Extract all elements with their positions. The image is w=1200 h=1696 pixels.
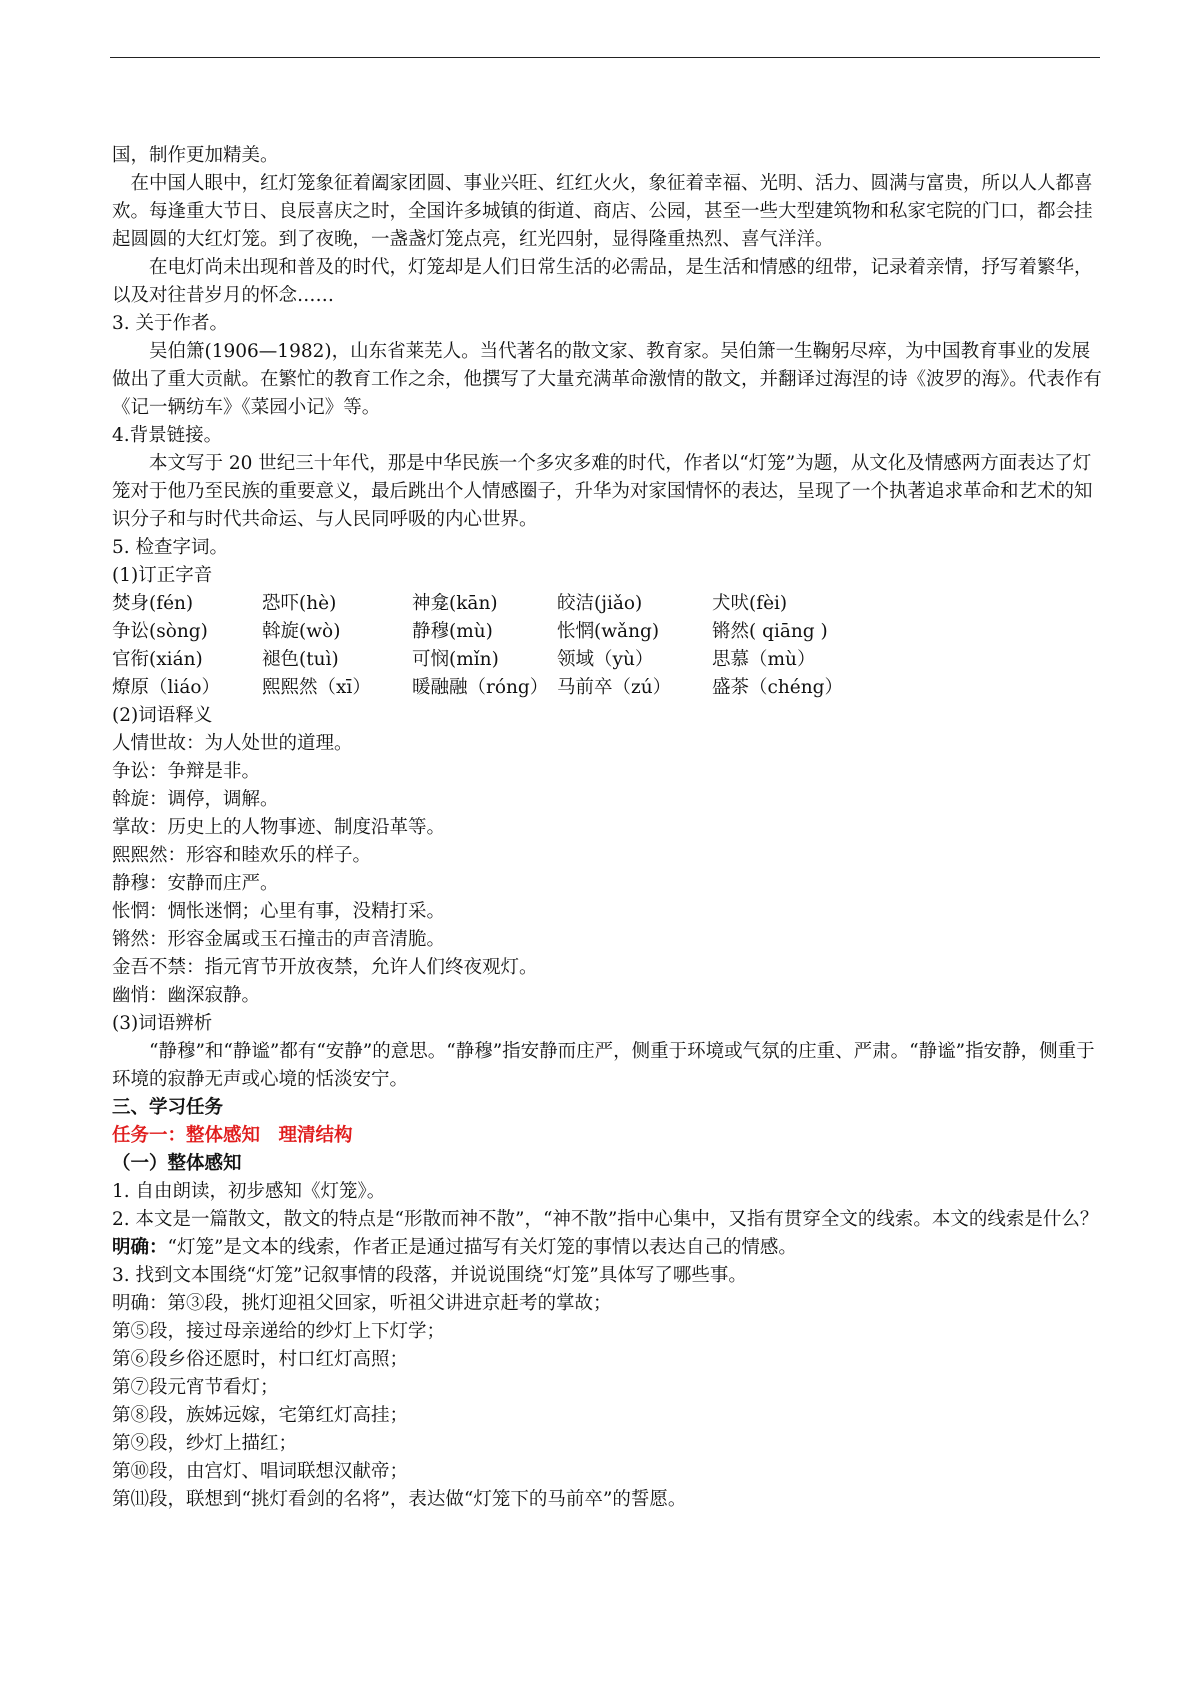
- question-3: 3. 找到文本围绕“灯笼”记叙事情的段落，并说说围绕“灯笼”具体写了哪些事。: [112, 1265, 747, 1286]
- pron-word: 神龛(kān): [412, 593, 498, 614]
- answer-text: “灯笼”是文本的线索，作者正是通过描写有关灯笼的事情以表达自己的情感。: [167, 1237, 797, 1258]
- task-one-heading: 任务一：整体感知 理清结构: [112, 1125, 353, 1146]
- question-2: 2. 本文是一篇散文，散文的特点是“形散而神不散”，“神不散”指中心集中，又指有贯穿全文的线索。本文的线索是什么？: [112, 1209, 1099, 1230]
- tasks-heading: 三、学习任务: [112, 1097, 224, 1118]
- answer-2: [112, 1234, 1102, 1262]
- answer-3-line: 第⑧段，族姊远嫁，宅第红灯高挂；: [112, 1405, 409, 1426]
- answer-3-line: 第⑥段乡俗还愿时，村口红灯高照；: [112, 1349, 409, 1370]
- overall-perception-heading: （一）整体感知: [112, 1153, 242, 1174]
- analysis-heading: (3)词语辨析: [112, 1013, 213, 1034]
- pron-word: 燎原（liáo）: [112, 677, 221, 698]
- answer-3-line: 第⑾段，联想到“挑灯看剑的名将”，表达做“灯笼下的马前卒”的誓愿。: [112, 1489, 687, 1510]
- pron-word: 犬吠(fèi): [712, 593, 788, 614]
- pron-word: 暖融融（róng）: [412, 677, 549, 698]
- background-paragraph: 本文写于 20 世纪三十年代，那是中华民族一个多灾多难的时代，作者以“灯笼”为题，从文化及情感两方面表达了灯笼对于他乃至民族的重要意义，最后跳出个人情感圈子，升华为对家国情怀的表达，呈现了一个执著追求革命和艺术的知识分子和与时代共命运、与人民同呼吸的内心世界。: [112, 453, 1093, 530]
- definition-item: 熙熙然：形容和睦欢乐的样子。: [112, 845, 372, 866]
- vocab-heading: 5. 检查字词。: [112, 537, 229, 558]
- document-body: [112, 142, 1102, 1514]
- definition-item: 争讼：争辩是非。: [112, 761, 261, 782]
- answer-3-line: 第⑤段，接过母亲递给的纱灯上下灯学；: [112, 1321, 446, 1342]
- definition-item: 人情世故：为人处世的道理。: [112, 733, 353, 754]
- header-rule: [110, 57, 1100, 58]
- author-heading: 3. 关于作者。: [112, 313, 229, 334]
- pron-word: 焚身(fén): [112, 593, 194, 614]
- pron-word: 静穆(mù): [412, 621, 493, 642]
- definition-item: 金吾不禁：指元宵节开放夜禁，允许人们终夜观灯。: [112, 957, 538, 978]
- pron-word: 思慕（mù）: [712, 649, 816, 670]
- pron-word: 皎洁(jiǎo): [557, 593, 643, 614]
- definition-item: 静穆：安静而庄严。: [112, 873, 279, 894]
- pron-word: 争讼(sòng): [112, 621, 208, 642]
- pronunciation-heading: (1)订正字音: [112, 565, 213, 586]
- answer-3-line: 第⑦段元宵节看灯；: [112, 1377, 279, 1398]
- pron-word: 斡旋(wò): [262, 621, 341, 642]
- answer-3-line: 第⑨段，纱灯上描红；: [112, 1433, 298, 1454]
- pron-word: 怅惘(wǎng): [557, 621, 660, 642]
- definition-item: 掌故：历史上的人物事迹、制度沿革等。: [112, 817, 446, 838]
- pron-word: 领域（yù）: [557, 649, 654, 670]
- question-1: 1. 自由朗读，初步感知《灯笼》。: [112, 1181, 386, 1202]
- pron-word: 熙熙然（xī）: [262, 677, 371, 698]
- intro-paragraph-2: 在中国人眼中，红灯笼象征着阖家团圆、事业兴旺、红红火火，象征着幸福、光明、活力、圆满与富贵，所以人人都喜欢。每逢重大节日、良辰喜庆之时，全国许多城镇的街道、商店、公园，甚至一些大型建筑物和私家宅院的门口，都会挂起圆圆的大红灯笼。到了夜晚，一盏盏灯笼点亮，红光四射，显得隆重热烈、喜气洋洋。: [112, 173, 1093, 250]
- definitions-heading: (2)词语释义: [112, 705, 213, 726]
- intro-paragraph-1: 国，制作更加精美。: [112, 145, 279, 166]
- pron-word: 官衔(xián): [112, 649, 203, 670]
- pron-word: 马前卒（zú）: [557, 677, 672, 698]
- definition-item: 斡旋：调停，调解。: [112, 789, 279, 810]
- definition-item: 幽悄：幽深寂静。: [112, 985, 261, 1006]
- pron-word: 褪色(tuì): [262, 649, 339, 670]
- answer-3-line: 第⑩段，由宫灯、唱词联想汉献帝；: [112, 1461, 409, 1482]
- pronunciation-table: [112, 590, 1102, 702]
- pron-word: 恐吓(hè): [262, 593, 337, 614]
- intro-paragraph-3: 在电灯尚未出现和普及的时代，灯笼却是人们日常生活的必需品，是生活和情感的纽带，记录着亲情，抒写着繁华，以及对往昔岁月的怀念……: [112, 257, 1093, 306]
- analysis-paragraph: “静穆”和“静谧”都有“安静”的意思。“静穆”指安静而庄严，侧重于环境或气氛的庄重、严肃。“静谧”指安静，侧重于环境的寂静无声或心境的恬淡安宁。: [112, 1041, 1095, 1090]
- pron-word: 可悯(mǐn): [412, 649, 499, 670]
- definition-item: 锵然：形容金属或玉石撞击的声音清脆。: [112, 929, 446, 950]
- answer-3-line: 明确：第③段，挑灯迎祖父回家，听祖父讲进京赶考的掌故；: [112, 1293, 612, 1314]
- background-heading: 4.背景链接。: [112, 425, 223, 446]
- author-paragraph: 吴伯箫(1906—1982)，山东省莱芜人。当代著名的散文家、教育家。吴伯箫一生鞠躬尽瘁，为中国教育事业的发展做出了重大贡献。在繁忙的教育工作之余，他撰写了大量充满革命激情的散文，并翻译过海涅的诗《波罗的海》。代表作有《记一辆纺车》《菜园小记》等。: [112, 341, 1102, 418]
- definition-item: 怅惘：惆怅迷惘；心里有事，没精打采。: [112, 901, 446, 922]
- pron-word: 锵然( qiāng ): [712, 621, 828, 642]
- pron-word: 盛茶（chéng）: [712, 677, 843, 698]
- answer-label: 明确：: [112, 1237, 168, 1258]
